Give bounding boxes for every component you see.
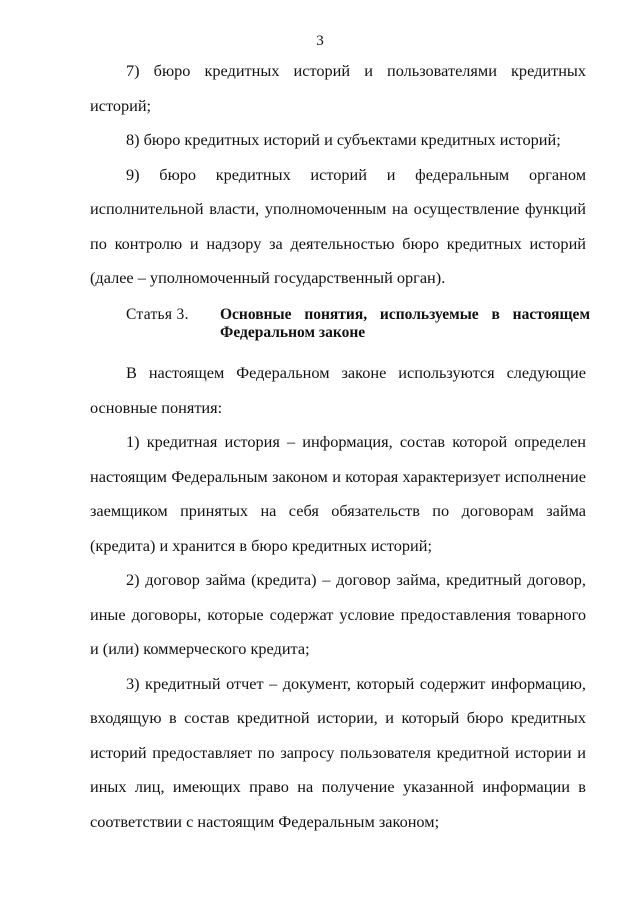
- article-title: [220, 306, 590, 342]
- article-intro: В настоящем Федеральном законе используются следующие основные понятия:: [90, 363, 586, 417]
- definition-3: 3) кредитный отчет – документ, который содержит информацию, входящую в состав кредитной истории, и который бюро кредитных историй предоставляет по запросу пользователя кредитной истории и иных лиц, имеющих право на получение указанной информации в соответствии с настоящим Федеральным законом;: [90, 673, 586, 831]
- definition-1: 1) кредитная история – информация, состав которой определен настоящим Федеральным законом и которая характеризует исполнение заемщиком принятых на себя обязательств по договорам займа (кредита) и хранится в бюро кредитных историй;: [90, 432, 586, 555]
- list-item-7: 7) бюро кредитных историй и пользователями кредитных историй;: [90, 61, 586, 115]
- article-title-line-2: Федеральном законе: [220, 324, 366, 341]
- definitions-section: [90, 356, 586, 839]
- definition-2: 2) договор займа (кредита) – договор займа, кредитный договор, иные договоры, которые содержат условие предоставления товарного и (или) коммерческого кредита;: [90, 570, 586, 658]
- page-number: 3: [316, 33, 324, 49]
- list-item-9: 9) бюро кредитных историй и федеральным органом исполнительной власти, уполномоченным на осуществление функций по контролю и надзору за деятельностью бюро кредитных историй (далее – уполномоченный государственный орган).: [90, 164, 586, 287]
- list-item-8: 8) бюро кредитных историй и субъектами кредитных историй;: [126, 130, 561, 149]
- article-title-line-1: Основные понятия, используемые в настоящем: [220, 306, 590, 323]
- intro-section: [90, 54, 586, 296]
- article-label: Статья 3.: [126, 306, 189, 323]
